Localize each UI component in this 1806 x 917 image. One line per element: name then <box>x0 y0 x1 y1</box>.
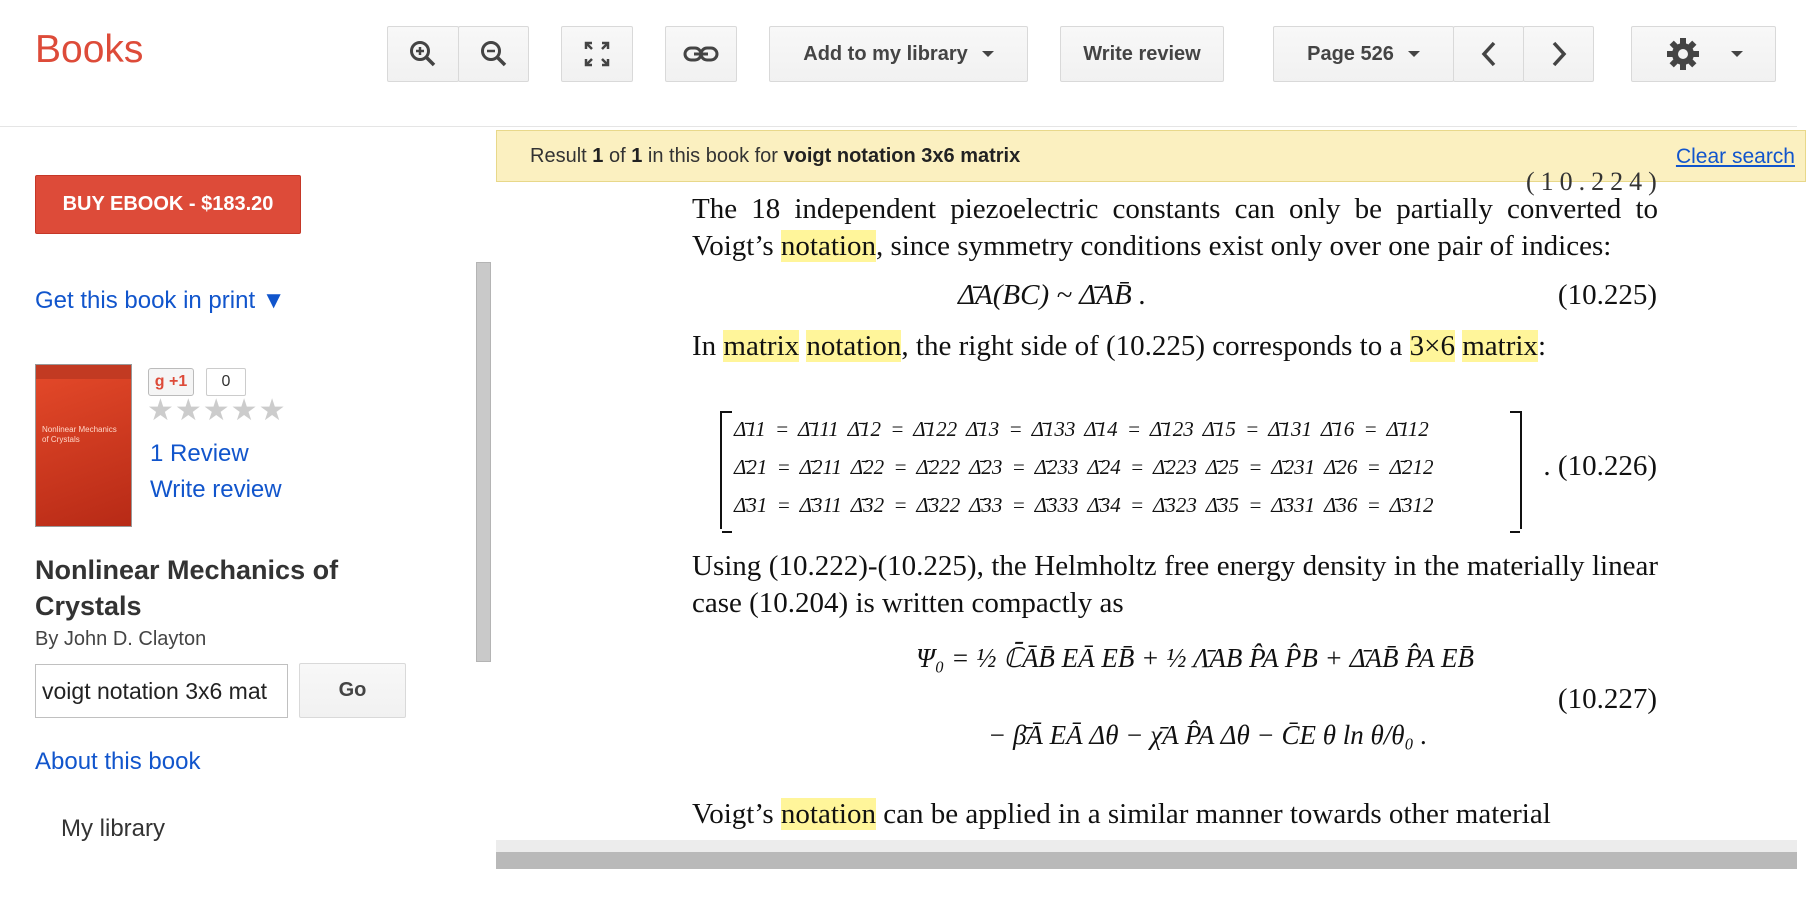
paragraph-1 <box>692 191 1658 265</box>
search-highlight: notation <box>780 230 876 262</box>
chevron-left-icon <box>1479 40 1499 68</box>
zoom-out-icon <box>479 39 509 69</box>
paragraph-1-end: , since symmetry conditions exist only over one pair of indices: <box>875 230 1612 262</box>
next-page-button[interactable] <box>1523 26 1594 82</box>
search-highlight: notation <box>780 798 876 830</box>
write-review-label: Write review <box>1083 42 1201 65</box>
chevron-down-icon <box>1408 51 1420 57</box>
paragraph-2-end: : <box>1537 330 1546 362</box>
cover-band <box>36 365 131 379</box>
horizontal-scrollbar[interactable] <box>496 840 1797 869</box>
chevron-down-icon <box>1731 51 1743 57</box>
clear-search-link[interactable]: Clear search <box>1675 145 1795 168</box>
result-of: of <box>608 144 626 167</box>
matrix-row: Δ̄21 = Δ̄211 Δ̄22 = Δ̄222 Δ̄23 = Δ̄233 Δ̄24 = Δ̄223 Δ̄25 = Δ̄231 Δ̄26 = Δ̄212 <box>734 455 1434 479</box>
rating-stars: ★★★★★ <box>147 394 287 427</box>
paragraph-1-text: The 18 independent piezoelectric constants can only be partially converted to Voigt’s <box>692 193 1658 262</box>
matrix-equation-10-226 <box>720 411 1522 529</box>
zoom-out-button[interactable] <box>458 26 529 82</box>
paragraph-4-start: Voigt’s <box>692 798 774 830</box>
write-review-link[interactable]: Write review <box>150 476 282 503</box>
cover-title: Nonlinear Mechanics of Crystals <box>42 425 117 444</box>
book-page <box>496 167 1797 840</box>
about-this-book-link[interactable]: About this book <box>35 748 201 775</box>
matrix-row: Δ̄31 = Δ̄311 Δ̄32 = Δ̄322 Δ̄33 = Δ̄333 Δ̄34 = Δ̄323 Δ̄35 = Δ̄331 Δ̄36 = Δ̄312 <box>734 493 1434 517</box>
link-button[interactable] <box>665 26 737 82</box>
result-mid: in this book for <box>647 144 778 167</box>
equation-number-10-227: (10.227) <box>1557 683 1657 715</box>
my-library-link[interactable]: My library <box>61 815 166 842</box>
equation-10-227-line-2: − β̄Ā EĀ Δθ − χ̄A P̂A Δθ − C̄E θ ln θ/θ₀ . <box>988 720 1428 750</box>
search-highlight: notation <box>806 330 902 362</box>
result-query: voigt notation 3x6 matrix <box>783 144 1021 167</box>
reviews-link[interactable]: 1 Review <box>150 440 249 467</box>
add-to-library-button[interactable] <box>769 26 1028 82</box>
cutoff-equation-number: (10.224) <box>1526 167 1663 196</box>
result-total: 1 <box>631 144 643 167</box>
page-label: Page 526 <box>1307 42 1394 65</box>
add-to-library-label: Add to my library <box>803 42 968 65</box>
paragraph-4 <box>692 796 1658 833</box>
page-selector[interactable] <box>1273 26 1454 82</box>
link-icon <box>683 44 719 64</box>
equation-10-225: Δ̄A(BC) ~ Δ̄AB̄ . <box>958 279 1147 311</box>
zoom-in-icon <box>408 39 438 69</box>
fullscreen-button[interactable] <box>561 26 633 82</box>
book-cover[interactable] <box>35 364 132 527</box>
paragraph-2 <box>692 328 1658 365</box>
result-index: 1 <box>592 144 604 167</box>
vertical-scrollbar[interactable] <box>476 262 491 662</box>
paragraph-4-end: can be applied in a similar manner towards other material <box>883 798 1551 830</box>
previous-page-button[interactable] <box>1453 26 1524 82</box>
books-logo[interactable]: Books <box>35 28 144 71</box>
search-highlight: 3×6 <box>1409 330 1455 362</box>
plus-one-count: 0 <box>206 368 246 396</box>
result-prefix: Result <box>530 144 587 167</box>
fullscreen-icon <box>582 39 612 69</box>
gear-icon <box>1665 36 1701 72</box>
book-title: Nonlinear Mechanics of Crystals <box>35 555 339 621</box>
book-author: By John D. Clayton <box>35 628 207 650</box>
get-book-in-print-link[interactable]: Get this book in print ▼ <box>35 287 286 314</box>
google-plus-one-button[interactable]: g +1 <box>148 368 194 396</box>
chevron-right-icon <box>1549 40 1569 68</box>
search-highlight: matrix <box>1462 330 1538 362</box>
settings-button[interactable] <box>1631 26 1776 82</box>
paragraph-3: Using (10.222)-(10.225), the Helmholtz free energy density in the materially linear case (10.204) is written compactly as <box>692 550 1658 619</box>
paragraph-2-mid: , the right side of (10.225) corresponds to a <box>901 330 1403 362</box>
zoom-in-button[interactable] <box>387 26 459 82</box>
matrix-row: Δ̄11 = Δ̄111 Δ̄12 = Δ̄122 Δ̄13 = Δ̄133 Δ̄14 = Δ̄123 Δ̄15 = Δ̄131 Δ̄16 = Δ̄112 <box>734 417 1429 441</box>
buy-ebook-button[interactable]: BUY EBOOK - $183.20 <box>35 175 301 234</box>
equation-number-10-225: (10.225) <box>1557 279 1657 311</box>
equation-number-10-226: . (10.226) <box>1543 450 1657 482</box>
search-highlight: matrix <box>723 330 800 362</box>
equation-10-227-line-1: Ψ₀ = ½ ℂ̄ĀB̄ EĀ EB̄ + ½ Λ̄AB P̂A P̂B + Δ̄AB̄ P̂A EB̄ <box>916 643 1474 673</box>
header-divider <box>0 126 1797 127</box>
chevron-down-icon <box>982 51 994 57</box>
write-review-button[interactable] <box>1060 26 1224 82</box>
go-button[interactable]: Go <box>299 663 406 718</box>
search-in-book-input[interactable] <box>35 664 288 718</box>
paragraph-2-start: In <box>692 330 717 362</box>
